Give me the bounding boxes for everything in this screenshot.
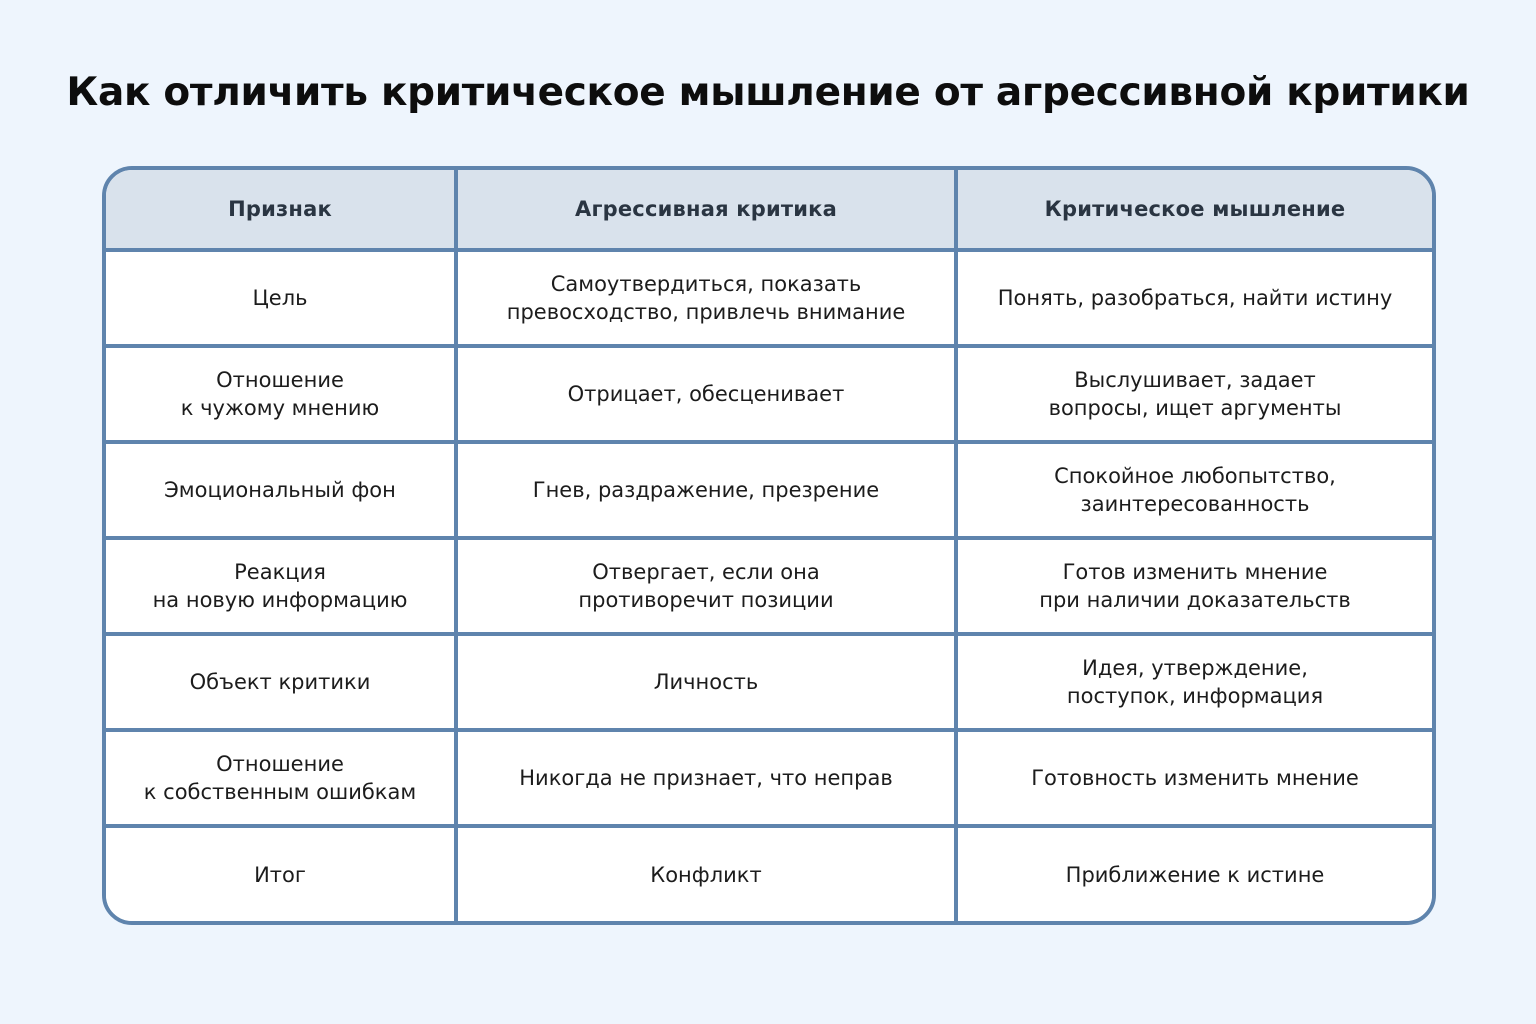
header-critical-thinking: Критическое мышление xyxy=(956,170,1432,250)
cell-aggressive: Гнев, раздражение, презрение xyxy=(456,442,956,538)
cell-critical: Спокойное любопытство, заинтересованность xyxy=(956,442,1432,538)
header-feature: Признак xyxy=(106,170,456,250)
table-row xyxy=(106,730,1432,826)
cell-feature: Итог xyxy=(106,826,456,922)
cell-critical: Понять, разобраться, найти истину xyxy=(956,250,1432,346)
cell-aggressive: Самоутвердиться, показать превосходство, привлечь внимание xyxy=(456,250,956,346)
cell-critical: Приближение к истине xyxy=(956,826,1432,922)
cell-feature: Цель xyxy=(106,250,456,346)
page-title: Как отличить критическое мышление от агрессивной критики xyxy=(66,70,1470,115)
cell-feature: Реакция на новую информацию xyxy=(106,538,456,634)
cell-critical: Готовность изменить мнение xyxy=(956,730,1432,826)
cell-aggressive: Отвергает, если она противоречит позиции xyxy=(456,538,956,634)
table-row xyxy=(106,826,1432,922)
table-row xyxy=(106,538,1432,634)
table-row xyxy=(106,250,1432,346)
table-header-row xyxy=(106,170,1432,250)
table-row xyxy=(106,634,1432,730)
cell-critical: Идея, утверждение, поступок, информация xyxy=(956,634,1432,730)
table-row xyxy=(106,346,1432,442)
cell-critical: Готов изменить мнение при наличии доказательств xyxy=(956,538,1432,634)
cell-feature: Эмоциональный фон xyxy=(106,442,456,538)
cell-critical: Выслушивает, задает вопросы, ищет аргументы xyxy=(956,346,1432,442)
cell-feature: Объект критики xyxy=(106,634,456,730)
cell-feature: Отношение к чужому мнению xyxy=(106,346,456,442)
table-row xyxy=(106,442,1432,538)
header-aggressive-criticism: Агрессивная критика xyxy=(456,170,956,250)
cell-aggressive: Личность xyxy=(456,634,956,730)
cell-aggressive: Никогда не признает, что неправ xyxy=(456,730,956,826)
cell-aggressive: Отрицает, обесценивает xyxy=(456,346,956,442)
cell-feature: Отношение к собственным ошибкам xyxy=(106,730,456,826)
cell-aggressive: Конфликт xyxy=(456,826,956,922)
comparison-table xyxy=(102,166,1436,925)
